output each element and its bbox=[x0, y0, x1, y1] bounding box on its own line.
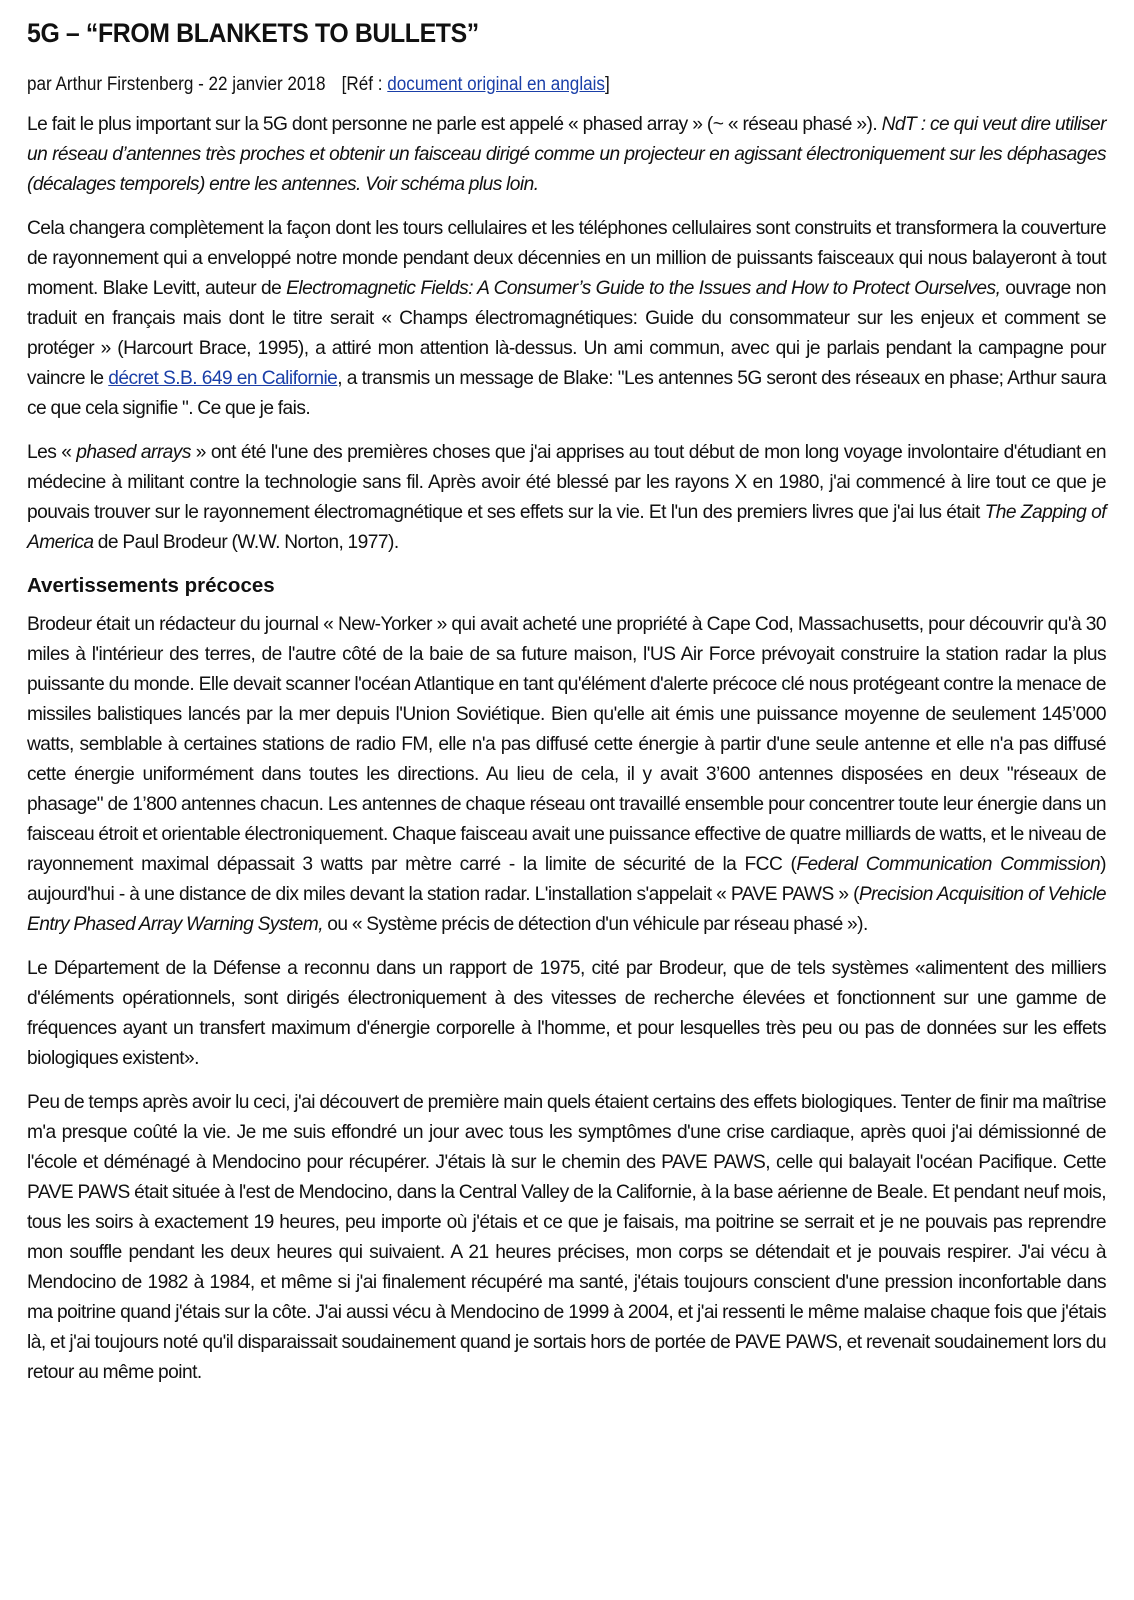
paragraph-brodeur bbox=[27, 610, 1106, 940]
ref-prefix: [Réf : bbox=[341, 74, 388, 95]
paragraph-phased-arrays bbox=[27, 438, 1106, 558]
intro-text: Le fait le plus important sur la 5G dont personne ne parle est appelé « phased array » (~ « réseau phasé »). bbox=[27, 114, 882, 135]
author-date: par Arthur Firstenberg - 22 janvier 2018 bbox=[27, 74, 326, 95]
paragraph-intro bbox=[27, 110, 1106, 200]
translator-note: NdT : ce qui veut dire utiliser un réseau d’antennes très proches et obtenir un faisceau dirigé comme un projecteur en agissant électroniquement sur les déphasages (décalages temporels) entre les antennes. Voir schéma plus loin. bbox=[27, 114, 1107, 195]
text-segment: Les « bbox=[27, 442, 77, 463]
reference bbox=[342, 74, 610, 95]
text-segment: ou « Système précis de détection d'un véhicule par réseau phasé »). bbox=[323, 914, 868, 935]
ref-suffix: ] bbox=[604, 74, 610, 95]
book-title: Electromagnetic Fields: A Consumer’s Guide to the Issues and How to Protect Ourselves, bbox=[286, 278, 1001, 299]
fcc-name: Federal Communication Commission bbox=[796, 854, 1101, 875]
paragraph-levitt bbox=[27, 214, 1106, 424]
byline bbox=[27, 72, 998, 98]
paragraph-personal-effects: Peu de temps après avoir lu ceci, j'ai découvert de première main quels étaient certains des effets biologiques. Tenter de finir ma maîtrise m'a presque coûté la vie. Je me suis effondré un jour avec tous les symptômes d'une crise cardiaque, après quoi j'ai démissionné de l'école et déménagé à Mendocino pour récupérer. J'étais là sur le chemin des PAVE PAWS, celle qui balayait l'océan Pacifique. Cette PAVE PAWS était située à l'est de Mendocino, dans la Central Valley de la Californie, à la base aérienne de Beale. Et pendant neuf mois, tous les soirs à exactement 19 heures, peu importe où j'étais et ce que je faisais, ma poitrine se serrait et je ne pouvais pas reprendre mon souffle pendant les deux heures qui suivaient. A 21 heures précises, mon corps se détendait et je pouvais respirer. J'ai vécu à Mendocino de 1982 à 1984, et même si j'ai finalement récupéré ma santé, j'étais toujours conscient d'une pression inconfortable dans ma poitrine quand j'étais sur la côte. J'ai aussi vécu à Mendocino de 1999 à 2004, et j'ai ressenti le même malaise chaque fois que j'étais là, et j'ai toujours noté qu'il disparaissait soudainement quand je sortais hors de portée de PAVE PAWS, et revenait soudainement lors du retour au même point. bbox=[27, 1092, 1106, 1383]
text-segment: » ont été l'une des premières choses que j'ai apprises au tout début de mon long voyage involontaire d'étudiant en médecine à militant contre la technologie sans fil. Après avoir été blessé par les rayons X en 1980, j'ai commencé à lire tout ce que je pouvais trouver sur le rayonnement électromagnétique et ses effets sur la vie. Et l'un des premiers livres que j'ai lus était bbox=[27, 442, 1106, 523]
text-segment: Brodeur était un rédacteur du journal « New-Yorker » qui avait acheté une propriété à Cape Cod, Massachusetts, pour découvrir qu'à 30 miles à l'intérieur des terres, de l'autre côté de la baie de sa future maison, l'US Air Force prévoyait construire la station radar la plus puissante du monde. Elle devait scanner l'océan Atlantique en tant qu'élément d'alerte précoce clé nous protégeant contre la menace de missiles balistiques lancés par la mer depuis l'Union Soviétique. Bien qu'elle ait émis une puissance moyenne de seulement 145’000 watts, semblable à certaines stations de radio FM, elle n'a pas diffusé cette énergie à partir d'une seule antenne et elle n'a pas diffusé cette énergie uniformément dans toutes les directions. Au lieu de cela, il y avait 3’600 antennes disposées en deux "réseaux de phasage" de 1’800 antennes chacun. Les antennes de chaque réseau ont travaillé ensemble pour concentrer toute leur énergie dans un faisceau étroit et orientable électroniquement. Chaque faisceau avait une puissance effective de quatre milliards de watts, et le niveau de rayonnement maximal dépassait 3 watts par mètre carré - la limite de sécurité de la FCC ( bbox=[27, 614, 1106, 875]
sb649-link[interactable]: décret S.B. 649 en Californie bbox=[108, 368, 338, 389]
text-segment: ouvrage non traduit en français mais dont le titre serait « Champs électromagnétiques: Guide du consommateur sur les enjeux et comment se protéger » (Harcourt Brace, 1995), a attiré mon attention là-dessus. Un ami commun, avec qui je parlais pendant la campagne pour vaincre le bbox=[27, 278, 1106, 389]
paragraph-defense-report: Le Département de la Défense a reconnu dans un rapport de 1975, cité par Brodeur, que de tels systèmes «alimentent des milliers d'éléments opérationnels, sont dirigés électroniquement à des vitesses de recherche élevées et fonctionnent sur une gamme de fréquences ayant un transfert maximum d'énergie corporelle à l'homme, et pour lesquelles très peu ou pas de données sur les effets biologiques existent». bbox=[27, 958, 1106, 1069]
pave-paws-acronym: Precision Acquisition of Vehicle Entry Phased Array Warning System, bbox=[27, 884, 1106, 935]
text-segment: , a transmis un message de Blake: "Les antennes 5G seront des réseaux en phase; Arthur saura ce que cela signifie ". Ce que je fais. bbox=[27, 368, 1107, 419]
document-title: 5G – “FROM BLANKETS TO BULLETS” bbox=[27, 18, 479, 48]
original-document-link[interactable]: document original en anglais bbox=[387, 74, 605, 95]
text-segment: de Paul Brodeur (W.W. Norton, 1977). bbox=[93, 532, 399, 553]
section-heading: Avertissements précoces bbox=[27, 574, 275, 597]
book-title: The Zapping of America bbox=[27, 502, 1106, 553]
text-segment: Cela changera complètement la façon dont les tours cellulaires et les téléphones cellulaires sont construits et transformera la couverture de rayonnement qui a enveloppé notre monde pendant deux décennies en un million de puissants faisceaux qui nous balayeront à tout moment. Blake Levitt, auteur de bbox=[27, 218, 1106, 299]
term-phased-arrays: phased arrays bbox=[76, 442, 191, 463]
text-segment: ) aujourd'hui - à une distance de dix miles devant la station radar. L'installation s'appelait « PAVE PAWS » ( bbox=[27, 854, 1106, 905]
